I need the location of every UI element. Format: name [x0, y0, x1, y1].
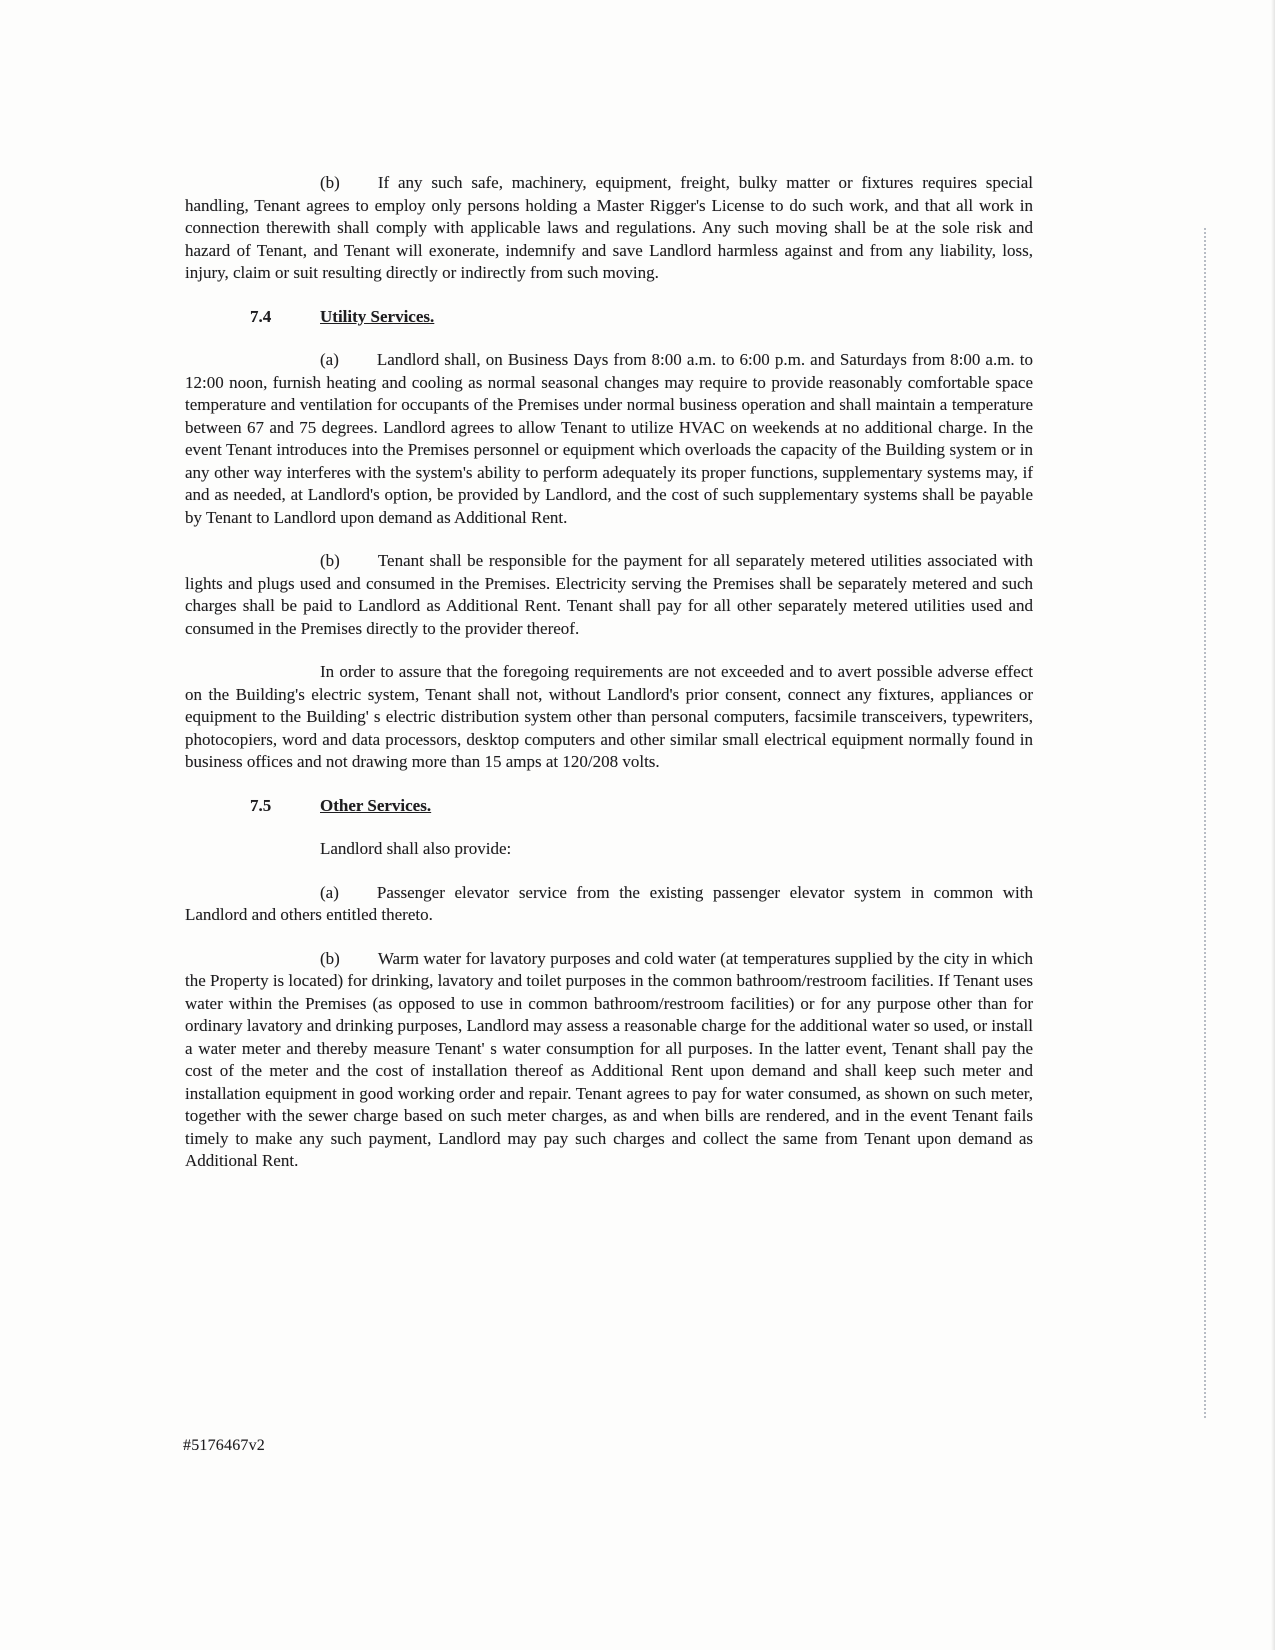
paragraph-label: (b) [320, 173, 340, 192]
paragraph-text: Landlord shall, on Business Days from 8:00 a.m. to 6:00 p.m. and Saturdays from 8:00 a.m. to 12:00 noon, furnish heating and cooling as normal seasonal changes may require to provide reasonably comfortable space temperature and ventilation for occupants of the Premises under normal business operation and shall maintain a temperature between 67 and 75 degrees. Landlord agrees to allow Tenant to utilize HVAC on weekends at no additional charge. In the event Tenant introduces into the Premises personnel or equipment which overloads the capacity of the Building system or in any other way interferes with the system's ability to perform adequately its proper functions, supplementary systems may, if and as needed, at Landlord's option, be provided by Landlord, and the cost of such supplementary systems shall be payable by Tenant to Landlord upon demand as Additional Rent. [185, 350, 1033, 527]
paragraph-label: (a) [320, 350, 339, 369]
section-heading-7-5 [185, 795, 1033, 818]
paragraph-label: (b) [320, 551, 340, 570]
lead-paragraph [185, 172, 1033, 285]
scan-edge-shadow [1271, 0, 1275, 1650]
paragraph-text: Passenger elevator service from the existing passenger elevator system in common with Landlord and others entitled thereto. [185, 882, 1033, 924]
paragraph-text: If any such safe, machinery, equipment, freight, bulky matter or fixtures requires special handling, Tenant agrees to employ only persons holding a Master Rigger's License to do such work, and that all work in connection therewith shall comply with applicable laws and regulations. Any such moving shall be at the sole risk and hazard of Tenant, and Tenant will exonerate, indemnify and save Landlord harmless against and from any liability, loss, injury, claim or suit resulting directly or indirectly from such moving. [185, 173, 1033, 282]
paragraph-label: (b) [320, 948, 340, 968]
section-title: Other Services. [320, 795, 432, 815]
paragraph-text: In order to assure that the foregoing requirements are not exceeded and to avert possible adverse effect on the Building's electric system, Tenant shall not, without Landlord's prior consent, connect any fixtures, appliances or equipment to the Building' s electric distribution system other than personal computers, facsimile transceivers, typewriters, photocopiers, word and data processors, desktop computers and other similar small electrical equipment normally found in business offices and not drawing more than 15 amps at 120/208 volts. [185, 662, 1033, 771]
section-heading-7-4 [185, 306, 1033, 329]
paragraph-text: Warm water for lavatory purposes and cold water (at temperatures supplied by the city in which the Property is located) for drinking, lavatory and toilet purposes in the common bathroom/restroom facilities. If Tenant uses water within the Premises (as opposed to use in common bathroom/restroom facilities) or for any purpose other than for ordinary lavatory and drinking purposes, Landlord may assess a reasonable charge for the additional water so used, or install a water meter and thereby measure Tenant' s water consumption for all purposes. In the latter event, Tenant shall pay the cost of the meter and the cost of installation thereof as Additional Rent upon demand and shall keep such meter and installation equipment in good working order and repair. Tenant agrees to pay for water consumed, as shown on such meter, together with the sewer charge based on such meter charges, as and when bills are rendered, and in the event Tenant fails timely to make any such payment, Landlord may pay such charges and collect the same from Tenant upon demand as Additional Rent. [185, 948, 1033, 1170]
section-number: 7.5 [250, 795, 272, 815]
paragraph-7-5-b [185, 948, 1033, 1173]
paragraph-7-5-a [185, 882, 1033, 927]
section-title: Utility Services. [320, 306, 435, 326]
paragraph-text: Landlord shall also provide: [320, 839, 512, 858]
document-body [185, 172, 1033, 1194]
paragraph-text: Tenant shall be responsible for the payment for all separately metered utilities associated with lights and plugs used and consumed in the Premises. Electricity serving the Premises shall be separately metered and such charges shall be paid to Landlord as Additional Rent. Tenant shall pay for all other separately metered utilities used and consumed in the Premises directly to the provider thereof. [185, 551, 1033, 638]
paragraph-7-4-b [185, 550, 1033, 640]
paragraph-7-4-a [185, 349, 1033, 529]
paragraph-7-4-unlabeled [185, 661, 1033, 774]
paragraph-label: (a) [320, 882, 339, 902]
paragraph-7-5-intro [185, 838, 1033, 861]
section-number: 7.4 [250, 306, 272, 326]
document-number-footer: #5176467v2 [183, 1437, 265, 1454]
scan-artifact-dotted-line [1204, 228, 1206, 1418]
